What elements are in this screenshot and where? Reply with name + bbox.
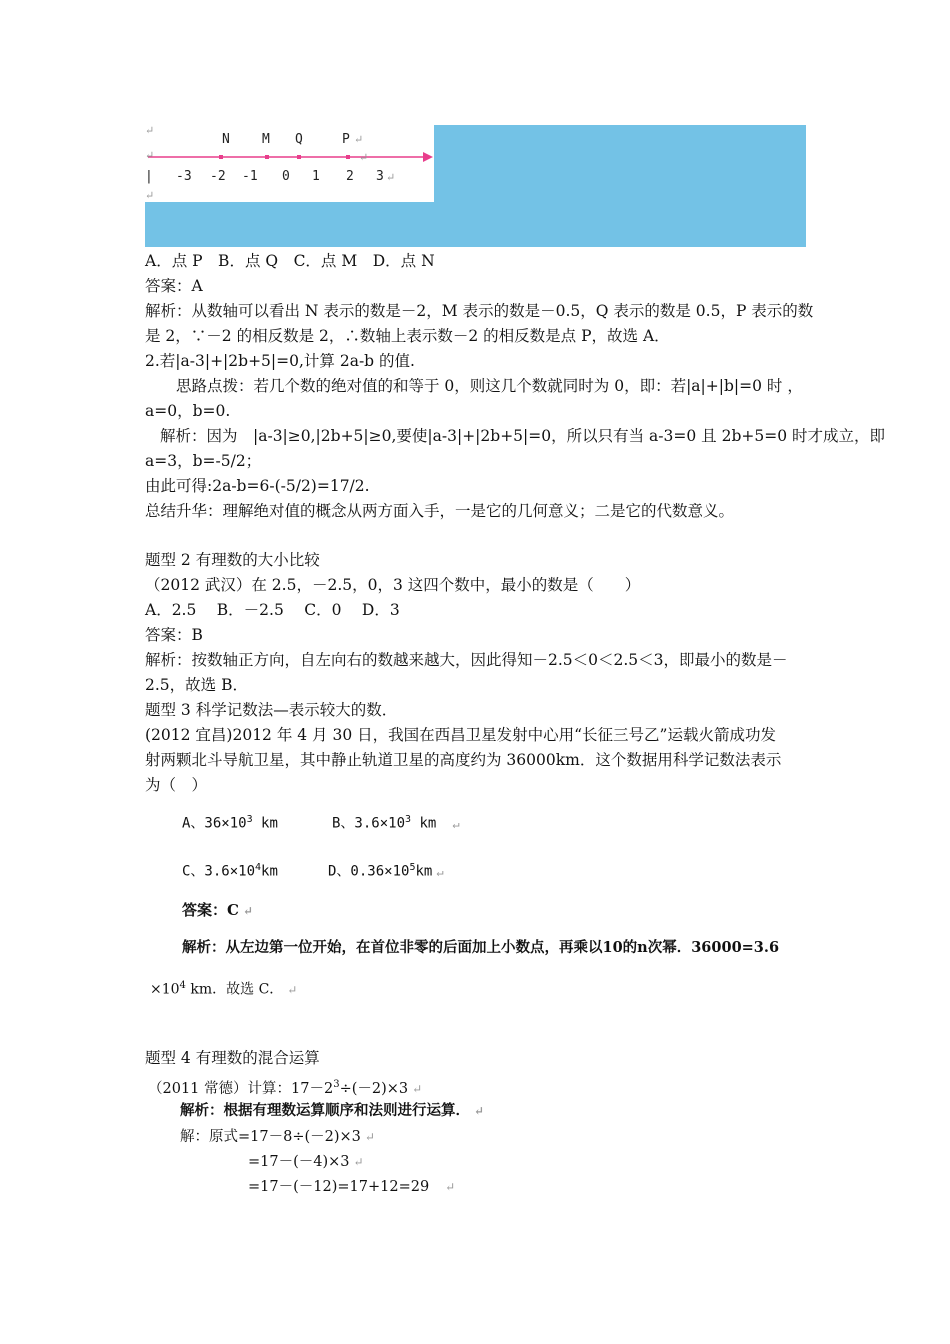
point-p-marker — [346, 155, 350, 159]
type2-options: A．2.5 B．－2.5 C．0 D．3 — [145, 601, 400, 619]
point-label-p: P — [342, 132, 350, 147]
type3-answer: 答案：C ↵ — [182, 901, 254, 919]
point-label-q: Q — [295, 132, 303, 147]
tick-label: -1 — [242, 169, 258, 184]
type2-analysis: 解析：按数轴正方向，自左向右的数越来越大，因此得知－2.5＜0＜2.5＜3，即最小的数是－ — [145, 651, 788, 669]
q2-result: 由此可得:2a-b=6-(-5/2)=17/2. — [145, 477, 370, 495]
return-mark-icon: ↵ — [359, 151, 369, 164]
type3-stem-cont: 射两颗北斗导航卫星，其中静止轨道卫星的高度约为 36000km．这个数据用科学记数法表示 — [145, 751, 782, 769]
number-line-figure — [145, 125, 434, 202]
number-line-svg — [145, 125, 434, 202]
tick-label: 0 — [282, 169, 290, 184]
type3-option-c: C、$3.6\times 10^4km$ — [182, 862, 278, 880]
return-mark-icon: ↵ — [353, 1155, 364, 1169]
type3-stem-end: 为（ ） — [145, 776, 208, 794]
type3-stem: (2012 宜昌)2012 年 4 月 30 日，我国在西昌卫星发射中心用“长征三号乙”运载火箭成功发 — [145, 726, 776, 744]
type2-answer: 答案：B — [145, 626, 203, 644]
arrow-head-icon — [423, 152, 433, 162]
type4-solution-line2: =17－(－4)×3 ↵ — [248, 1154, 364, 1170]
return-mark-icon: ↵ — [433, 1180, 456, 1194]
return-mark-icon: ↵ — [412, 1081, 423, 1096]
point-label-n: N — [222, 132, 230, 147]
q2-stem: 2.若|a-3|+|2b+5|=0,计算 2a-b 的值. — [145, 352, 415, 370]
tick-label: -3 — [176, 169, 192, 184]
return-mark-icon: ↵ — [242, 904, 254, 918]
q2-analysis: 解析：因为 |a-3|≥0,|2b+5|≥0,要使|a-3|+|2b+5|=0，所以只有当 a-3=0 且 2b+5=0 时才成立，即 — [160, 427, 885, 445]
return-mark-icon: ↵ — [436, 864, 444, 879]
return-mark-icon: ↵ — [145, 124, 155, 137]
return-mark-icon: ↵ — [287, 982, 298, 997]
type3-analysis-cont: $\times 10^4$ km．故选 C． ↵ — [150, 980, 298, 998]
point-label-m: M — [262, 132, 270, 147]
type2-analysis-cont: 2.5，故选 B． — [145, 676, 248, 694]
return-mark-icon: ↵ — [440, 816, 460, 831]
type3-title: 题型 3 科学记数法—表示较大的数． — [145, 701, 398, 719]
point-q-marker — [297, 155, 301, 159]
tick-label: 1 — [312, 169, 320, 184]
q1-analysis: 解析：从数轴可以看出 N 表示的数是－2，M 表示的数是－0.5，Q 表示的数是 0.5，P 表示的数 — [145, 302, 814, 320]
tick-label: 3 — [376, 169, 384, 184]
return-mark-icon: ↵ — [145, 189, 155, 202]
return-mark-icon: ↵ — [354, 133, 364, 146]
q2-hint: 思路点拨：若几个数的绝对值的和等于 0，则这几个数就同时为 0，即：若|a|+|b|=0 时 ， — [176, 377, 803, 395]
q2-summary: 总结升华：理解绝对值的概念从两方面入手，一是它的几何意义；二是它的代数意义。 — [145, 502, 735, 520]
q2-analysis-cont: a=3，b=-5/2； — [145, 452, 262, 470]
type3-option-b: B、$3.6\times 10^3$ km ↵ — [332, 814, 460, 832]
type4-title: 题型 4 有理数的混合运算 — [145, 1049, 320, 1067]
type3-option-d: D、$0.36\times 10^5km$ ↵ — [328, 862, 444, 880]
type4-analysis: 解析：根据有理数运算顺序和法则进行运算． ↵ — [180, 1102, 485, 1119]
type4-solution-line3: =17－(－12)=17+12=29 ↵ — [248, 1179, 456, 1195]
point-m-marker — [265, 155, 269, 159]
type4-solution-line1: 解：原式=17－8÷(－2)×3 ↵ — [180, 1129, 375, 1145]
q1-analysis-cont: 是 2，∵－2 的相反数是 2，∴数轴上表示数－2 的相反数是点 P，故选 A． — [145, 327, 670, 345]
type4-stem: （2011 常德）计算：$17-2^3\div(-2)\times 3$ ↵ — [148, 1079, 423, 1097]
type2-title: 题型 2 有理数的大小比较 — [145, 551, 320, 569]
return-mark-icon: ↵ — [474, 1104, 485, 1118]
type3-option-a: A、$36\times 10^3$ km — [182, 814, 278, 832]
q1-answer: 答案：A — [145, 277, 203, 295]
return-mark-icon: ↵ — [145, 149, 155, 162]
return-mark-icon: ↵ — [386, 171, 396, 184]
point-n-marker — [219, 155, 223, 159]
cursor-bar: | — [145, 169, 153, 184]
type2-stem: （2012 武汉）在 2.5，－2.5，0，3 这四个数中，最小的数是（ ） — [145, 576, 641, 594]
tick-label: -2 — [210, 169, 226, 184]
return-mark-icon: ↵ — [364, 1130, 375, 1144]
q2-hint-cont: a=0，b=0. — [145, 402, 231, 420]
type3-analysis: 解析：从左边第一位开始，在首位非零的后面加上小数点，再乘以10的n次幂．36000=3.6 — [182, 939, 780, 956]
tick-label: 2 — [346, 169, 354, 184]
q1-options: A．点 P B．点 Q C．点 M D．点 N — [145, 252, 435, 270]
